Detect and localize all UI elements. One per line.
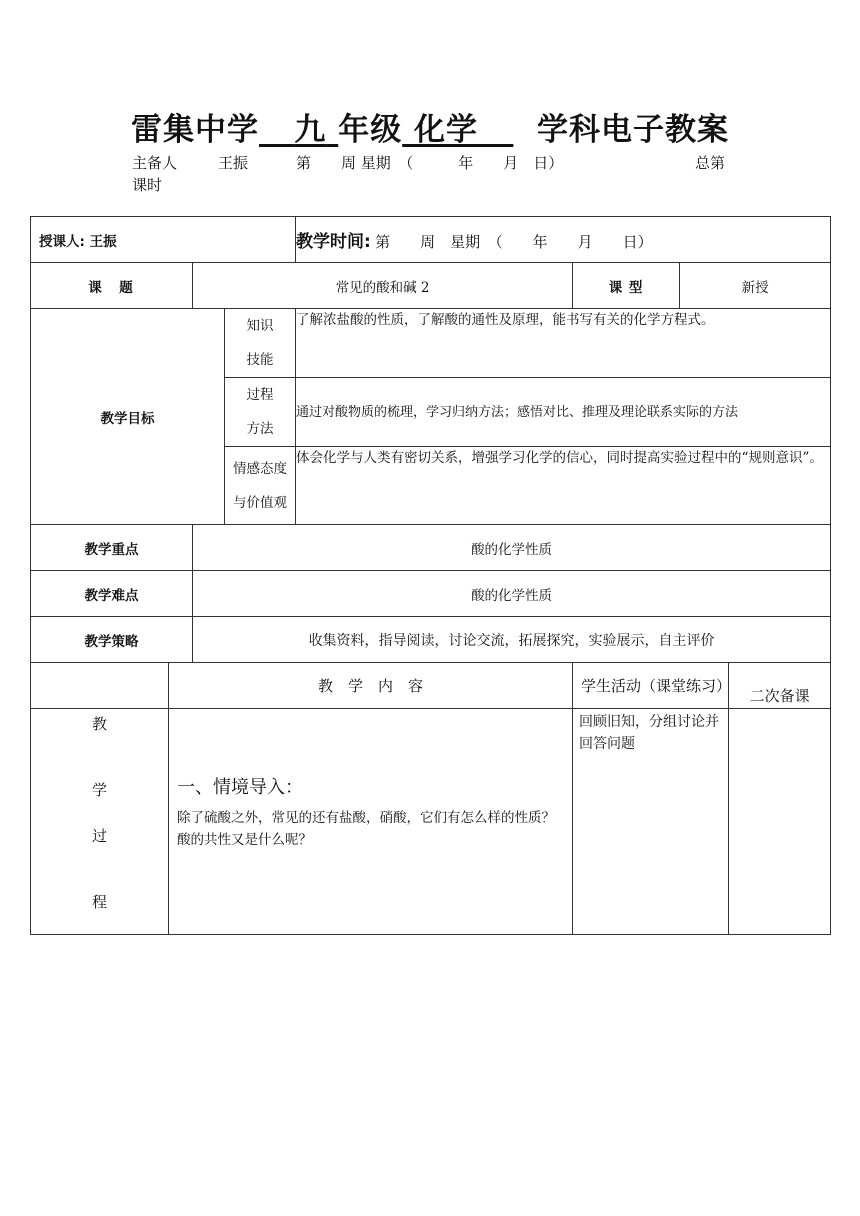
time-cell [296,217,831,263]
lesson-plan-table [30,216,831,935]
process-label [225,378,296,447]
intro-text: 除了硫酸之外，常见的还有盐酸，硝酸，它们有怎么样的性质？酸的共性又是什么呢？ [177,810,555,848]
lead-name: 王振 [218,154,249,172]
difficulty-label: 教学难点 [31,571,193,617]
type-value: 新授 [680,263,831,309]
emotion-text: 体会化学与人类有密切关系，增强学习化学的信心，同时提高实验过程中的“规则意识”。 [296,447,831,525]
activity-label: 学生活动（课堂练习） [573,663,729,709]
grade-suffix: 年级 [338,112,403,148]
teacher-label: 授课人: 王振 [31,217,296,263]
week-text: 第 周 星期 （ 年 月 日） [296,154,564,172]
process-char-1: 教 [92,715,108,733]
process-label-1: 过程 [246,387,274,403]
emotion-label-1: 情感态度 [233,460,288,477]
objectives-label: 教学目标 [31,309,225,525]
strategy-value: 收集资料，指导阅读，讨论交流，拓展探究，实验展示，自主评价 [193,617,831,663]
page-title [0,104,860,149]
process-text: 通过对酸物质的梳理，学习归纳方法；感悟对比、推理及理论联系实际的方法 [296,378,831,447]
knowledge-label [225,309,296,378]
total-label: 总第 [695,154,726,172]
school-name: 雷集中学 [131,112,260,148]
process-char-4: 程 [92,893,108,911]
process-content-cell [169,709,573,935]
lead-label: 主备人 [132,154,178,172]
process-char-3: 过 [92,827,108,845]
type-label: 课 型 [573,263,680,309]
strategy-label: 教学策略 [31,617,193,663]
strategy-row [31,617,831,663]
content-header-row [31,663,831,709]
process-char-2: 学 [92,781,108,799]
emotion-label [225,447,296,525]
second-prep-cell [729,709,831,935]
topic-label: 课 题 [31,263,193,309]
subject-field [402,112,513,148]
subject-value: 化学 [414,112,478,148]
teacher-row [31,217,831,263]
key-point-value: 酸的化学性质 [193,525,831,571]
activity-text: 回顾旧知，分组讨论并回答问题 [573,709,729,935]
key-point-label: 教学重点 [31,525,193,571]
hours-label: 课时 [132,176,163,194]
second-prep-label: 二次备课 [729,663,831,709]
key-point-row [31,525,831,571]
header-blank-cell [31,663,169,709]
topic-row [31,263,831,309]
difficulty-row [31,571,831,617]
difficulty-value: 酸的化学性质 [193,571,831,617]
topic-value: 常见的酸和碱 2 [193,263,573,309]
grade-value: 九 [294,112,327,148]
time-label: 教学时间: [296,232,371,252]
process-row [31,709,831,935]
emotion-label-2: 与价值观 [233,494,288,511]
grade-field [259,112,338,148]
knowledge-label-1: 知识 [246,318,274,334]
process-label-2: 方法 [246,421,274,437]
knowledge-text: 了解浓盐酸的性质，了解酸的通性及原理，能书写有关的化学方程式。 [296,309,831,378]
content-label: 教 学 内 容 [169,663,573,709]
time-value: 第 周 星期 （ 年 月 日） [375,233,653,251]
objective-knowledge-row [31,309,831,378]
title-suffix: 学科电子教案 [536,112,729,148]
intro-heading: 一、情境导入： [177,777,303,798]
knowledge-label-2: 技能 [246,352,274,368]
process-label-cell [31,709,169,935]
